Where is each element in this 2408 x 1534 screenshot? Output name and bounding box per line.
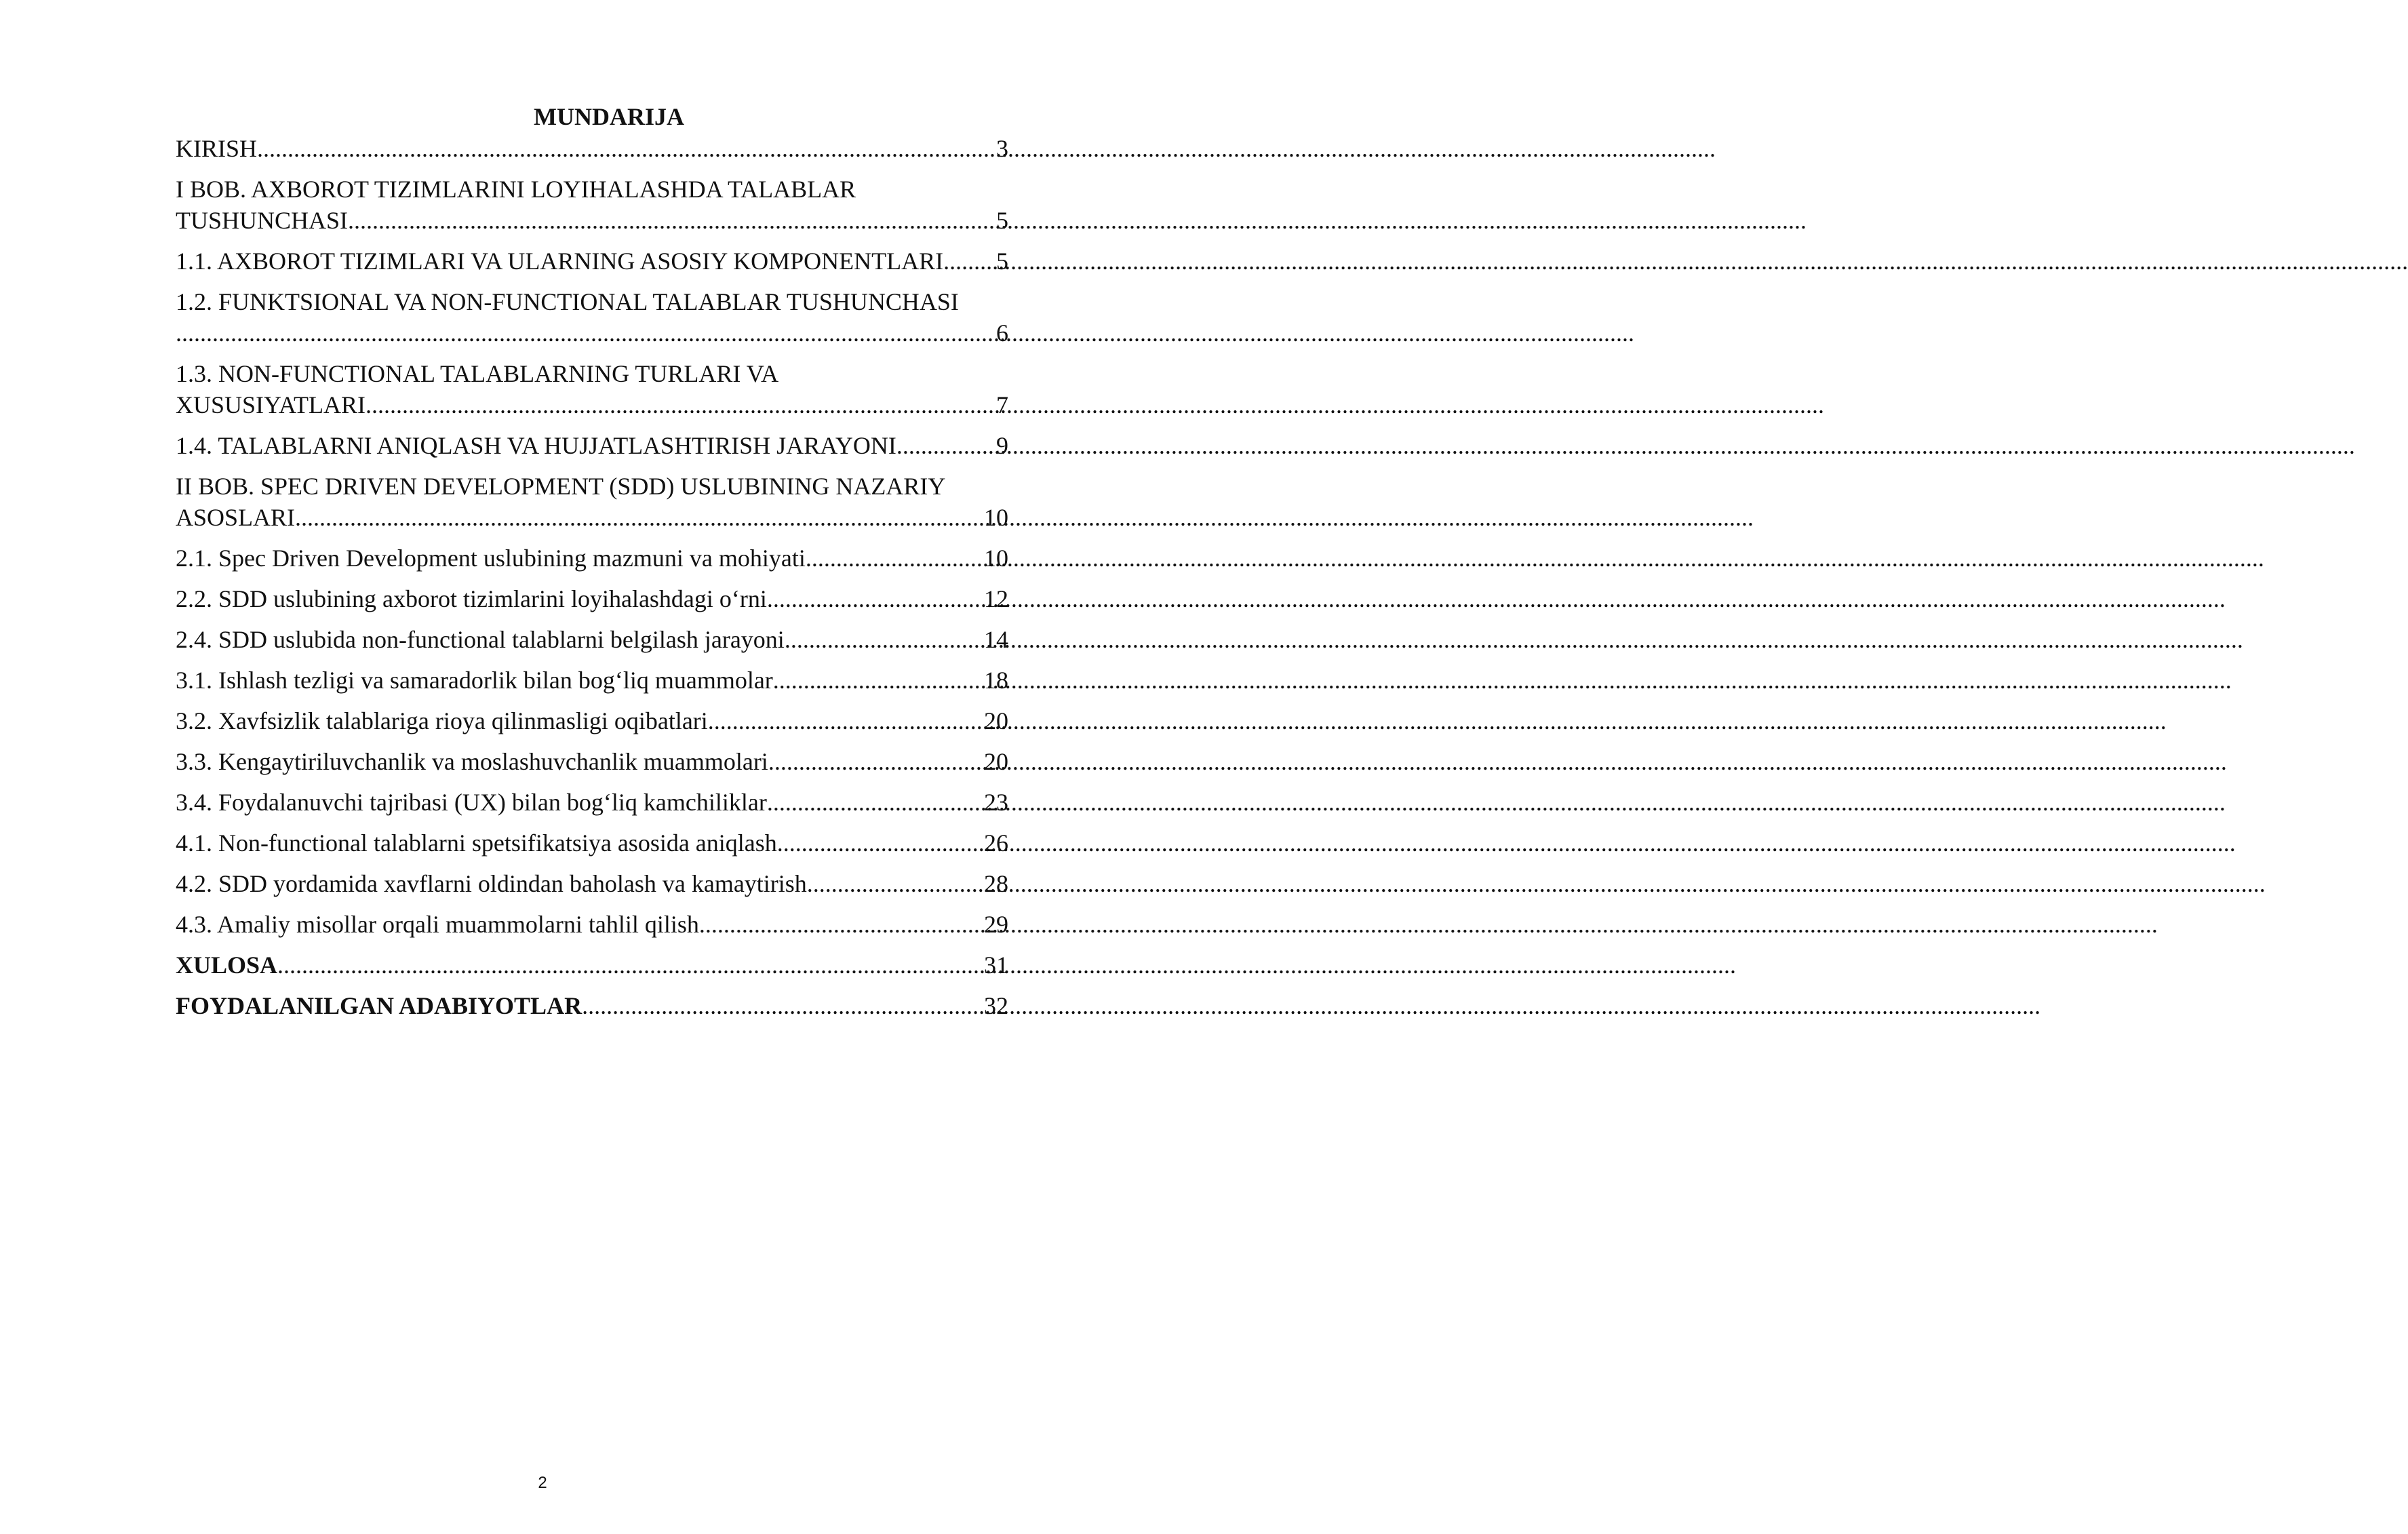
- toc-entry-label: FOYDALANILGAN ADABIYOTLAR: [176, 992, 583, 1019]
- toc-entry-label: 2.1. Spec Driven Development uslubining mazmuni va mohiyati: [176, 545, 806, 572]
- toc-entry-page: 9: [996, 432, 1008, 459]
- toc-leader-dots: [582, 990, 984, 1021]
- toc-leader-dots: [768, 746, 984, 777]
- document-page: [0, 0, 1085, 1534]
- toc-entry-label: XULOSA: [176, 951, 278, 979]
- toc-entry-1-2: [176, 286, 1008, 349]
- toc-entry-label: 1.4. TALABLARNI ANIQLASH VA HUJJATLASHTIRISH JARAYONI: [176, 432, 896, 459]
- toc-entry-2-4: [176, 624, 1008, 655]
- toc-entry-1-1: [176, 245, 1008, 277]
- toc-entry-label: 3.2. Xavfsizlik talablariga rioya qilinmasligi oqibatlari: [176, 707, 708, 734]
- toc-entry-page: 20: [984, 707, 1008, 734]
- toc-entry-1-3: [176, 358, 1008, 420]
- toc-leader-dots: [366, 389, 996, 420]
- toc-entry-label-line1: 1.2. FUNKTSIONAL VA NON-FUNCTIONAL TALABLAR TUSHUNCHASI: [176, 288, 959, 315]
- toc-entry-chapter-2: [176, 471, 1008, 533]
- toc-entry-label: 2.4. SDD uslubida non-functional talablarni belgilash jarayoni: [176, 626, 785, 653]
- toc-entry-3-4: [176, 787, 1008, 818]
- toc-entry-label: 4.3. Amaliy misollar orqali muammolarni tahlil qilish: [176, 911, 699, 938]
- toc-entry-4-1: [176, 827, 1008, 859]
- toc-entry-label-line1: 1.3. NON-FUNCTIONAL TALABLARNING TURLARI VA: [176, 360, 779, 387]
- toc-entry-kirish: [176, 133, 1008, 164]
- toc-leader-dots: [708, 705, 984, 736]
- toc-entry-4-3: [176, 909, 1008, 940]
- toc-entry-label: 4.2. SDD yordamida xavflarni oldindan baholash va kamaytirish: [176, 870, 807, 897]
- toc-entry-page: 29: [984, 911, 1008, 938]
- toc-entry-xulosa: [176, 949, 1008, 981]
- toc-entry-label: 3.3. Kengaytiriluvchanlik va moslashuvchanlik muammolari: [176, 748, 768, 775]
- toc-entry-page: 5: [996, 207, 1008, 234]
- toc-entry-page: 6: [996, 319, 1008, 347]
- toc-leader-dots: [277, 949, 984, 981]
- toc-leader-dots: [785, 624, 984, 655]
- toc-entry-4-2: [176, 868, 1008, 899]
- toc-entry-page: 7: [996, 391, 1008, 418]
- toc-entry-3-1: [176, 665, 1008, 696]
- toc-title: MUNDARIJA: [534, 103, 684, 130]
- toc-entry-page: 23: [984, 789, 1008, 816]
- toc-entry-3-2: [176, 705, 1008, 736]
- toc-entry-adabiyotlar: [176, 990, 1008, 1021]
- toc-entry-3-3: [176, 746, 1008, 777]
- toc-leader-dots: [807, 868, 984, 899]
- toc-entry-label: 1.1. AXBOROT TIZIMLARI VA ULARNING ASOSIY KOMPONENTLARI.: [176, 248, 950, 275]
- toc-entry-page: 14: [984, 626, 1008, 653]
- toc-entry-label: KIRISH: [176, 135, 258, 162]
- toc-leader-dots: [767, 583, 984, 614]
- toc-entry-label: ASOSLARI: [176, 504, 296, 531]
- toc-leader-dots: [295, 502, 984, 533]
- toc-entry-label: 4.1. Non-functional talablarni spetsifikatsiya asosida aniqlash: [176, 829, 777, 857]
- toc-entry-label-line1: II BOB. SPEC DRIVEN DEVELOPMENT (SDD) USLUBINING NAZARIY: [176, 473, 946, 500]
- toc-entry-page: 31: [984, 951, 1008, 979]
- toc-entry-label-line1: I BOB. AXBOROT TIZIMLARINI LOYIHALASHDA TALABLAR: [176, 176, 856, 203]
- toc-leader-dots: [176, 317, 996, 349]
- toc-entry-page: 12: [984, 585, 1008, 612]
- toc-entry-page: 3: [996, 135, 1008, 162]
- toc-entry-page: 26: [984, 829, 1008, 857]
- toc-entry-label: TUSHUNCHASI: [176, 207, 349, 234]
- toc-entry-page: 20: [984, 748, 1008, 775]
- toc-entry-label: 3.1. Ishlash tezligi va samaradorlik bilan bog‘liq muammolar: [176, 667, 773, 694]
- page-number: 2: [538, 1474, 547, 1492]
- toc-leader-dots: [257, 133, 996, 164]
- toc-entry-page: 18: [984, 667, 1008, 694]
- toc-entry-label: 3.4. Foydalanuvchi tajribasi (UX) bilan bog‘liq kamchiliklar: [176, 789, 767, 816]
- toc-entry-page: 28: [984, 870, 1008, 897]
- toc-entry-2-1: [176, 543, 1008, 574]
- toc-leader-dots: [773, 665, 984, 696]
- toc-leader-dots: [949, 245, 996, 277]
- toc-leader-dots: [699, 909, 984, 940]
- toc-entry-2-2: [176, 583, 1008, 614]
- toc-entry-label: 2.2. SDD uslubining axborot tizimlarini loyihalashdagi o‘rni: [176, 585, 767, 612]
- toc-entry-page: 10: [984, 504, 1008, 531]
- table-of-contents: [176, 100, 1008, 1031]
- toc-entry-chapter-1: [176, 174, 1008, 236]
- toc-entry-page: 10: [984, 545, 1008, 572]
- toc-leader-dots: [777, 827, 984, 859]
- toc-leader-dots: [806, 543, 984, 574]
- toc-entry-1-4: [176, 430, 1008, 461]
- toc-entry-page: 32: [984, 992, 1008, 1019]
- toc-leader-dots: [896, 430, 996, 461]
- toc-leader-dots: [767, 787, 984, 818]
- toc-entry-label: XUSUSIYATLARI: [176, 391, 366, 418]
- toc-entry-page: 5: [996, 248, 1008, 275]
- toc-leader-dots: [348, 205, 996, 236]
